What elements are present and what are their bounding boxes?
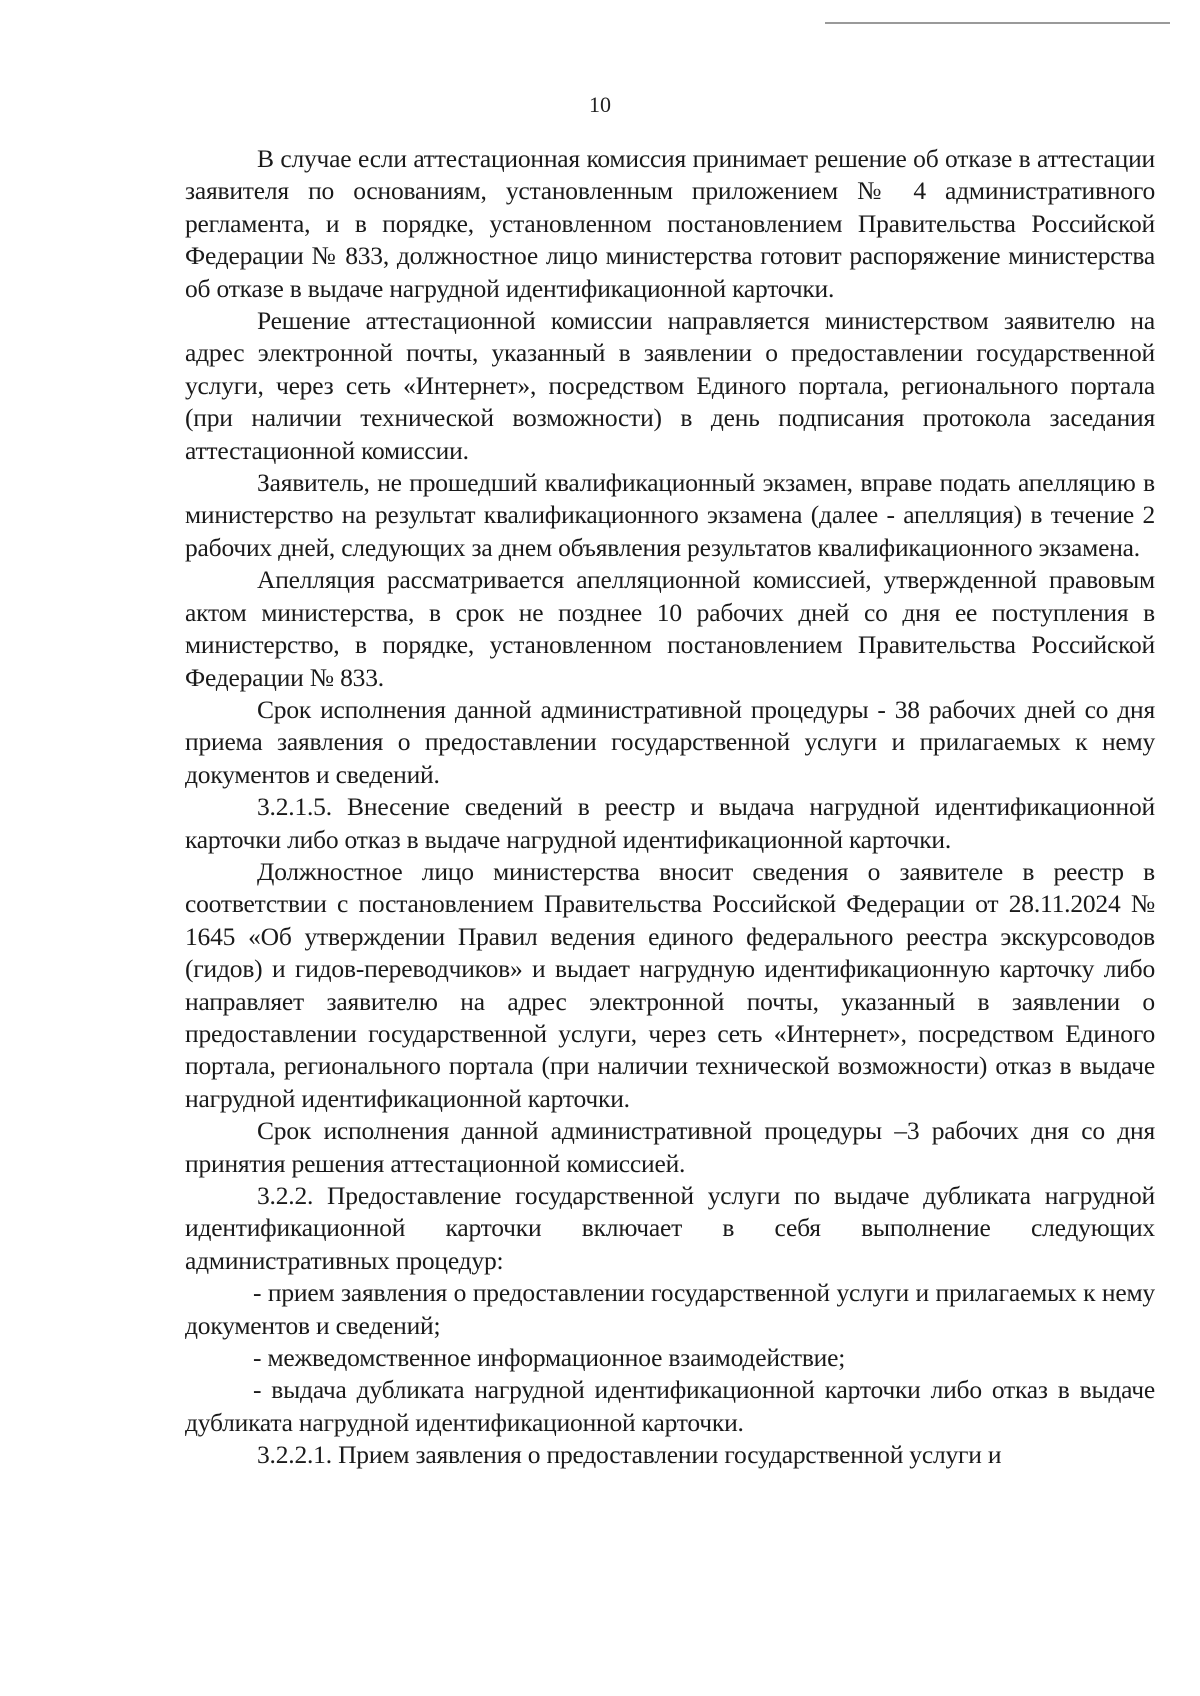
paragraph-procedure-term-38: Срок исполнения данной административной процедуры - 38 рабочих дней со дня приема заявления о предоставлении государственной услуги и прилагаемых к нему документов и сведений. xyxy=(185,694,1155,789)
paragraph-section-3-2-2: 3.2.2. Предоставление государственной услуги по выдаче дубликата нагрудной идентификационной карточки включает в себя выполнение следующих административных процедур: xyxy=(185,1181,1155,1275)
paragraph-section-3-2-1-5: 3.2.1.5. Внесение сведений в реестр и выдача нагрудной идентификационной карточки либо отказ в выдаче нагрудной идентификационной карточки. xyxy=(185,792,1155,854)
page-number: 10 xyxy=(589,92,611,117)
paragraph-attestation-refusal: В случае если аттестационная комиссия принимает решение об отказе в аттестации заявителя по основаниям, установленным приложением № 4 административного регламента, и в порядке, установленном постановлением Правительства Российской Федерации № 833, должностное лицо министерства готовит распоряжение министерства об отказе в выдаче нагрудной идентификационной карточки. xyxy=(185,144,1155,303)
paragraph-section-3-2-2-1: 3.2.2.1. Прием заявления о предоставлении государственной услуги и xyxy=(257,1440,1002,1470)
paragraph-registry-entry: Должностное лицо министерства вносит сведения о заявителе в реестр в соответствии с постановлением Правительства Российской Федерации от 28.11.2024 № 1645 «Об утверждении Правил ведения единого федерального реестра экскурсоводов (гидов) и гидов-переводчиков» и выдает нагрудную идентификационную карточку либо направляет заявителю на адрес электронной почты, указанный в заявлении о предоставлении государственной услуги, через сеть «Интернет», посредством Единого портала, регионального портала (при наличии технической возможности) отказ в выдаче нагрудной идентификационной карточки. xyxy=(185,856,1155,1113)
paragraph-procedure-term-3: Срок исполнения данной административной процедуры –3 рабочих дня со дня принятия решения аттестационной комиссией. xyxy=(185,1116,1155,1178)
paragraph-appeal-review: Апелляция рассматривается апелляционной комиссией, утвержденной правовым актом министерства, в срок не позднее 10 рабочих дней со дня ее поступления в министерство, в порядке, установленном постановлением Правительства Российской Федерации № 833. xyxy=(185,565,1155,692)
list-item-duplicate-issuance: - выдача дубликата нагрудной идентификационной карточки либо отказ в выдаче дубликата нагрудной идентификационной карточки. xyxy=(185,1375,1155,1437)
document-body xyxy=(185,143,1155,1472)
paragraph-commission-decision: Решение аттестационной комиссии направляется министерством заявителю на адрес электронной почты, указанный в заявлении о предоставлении государственной услуги, через сеть «Интернет», посредством Единого портала, регионального портала (при наличии технической возможности) в день подписания протокола заседания аттестационной комиссии. xyxy=(185,306,1155,465)
list-item-application-intake: - прием заявления о предоставлении государственной услуги и прилагаемых к нему документов и сведений; xyxy=(185,1278,1155,1340)
scan-edge-line xyxy=(825,22,1170,24)
list-item-interagency-interaction: - межведомственное информационное взаимодействие; xyxy=(253,1343,846,1373)
paragraph-appeal-right: Заявитель, не прошедший квалификационный экзамен, вправе подать апелляцию в министерство на результат квалификационного экзамена (далее - апелляция) в течение 2 рабочих дней, следующих за днем объявления результатов квалификационного экзамена. xyxy=(185,468,1155,562)
